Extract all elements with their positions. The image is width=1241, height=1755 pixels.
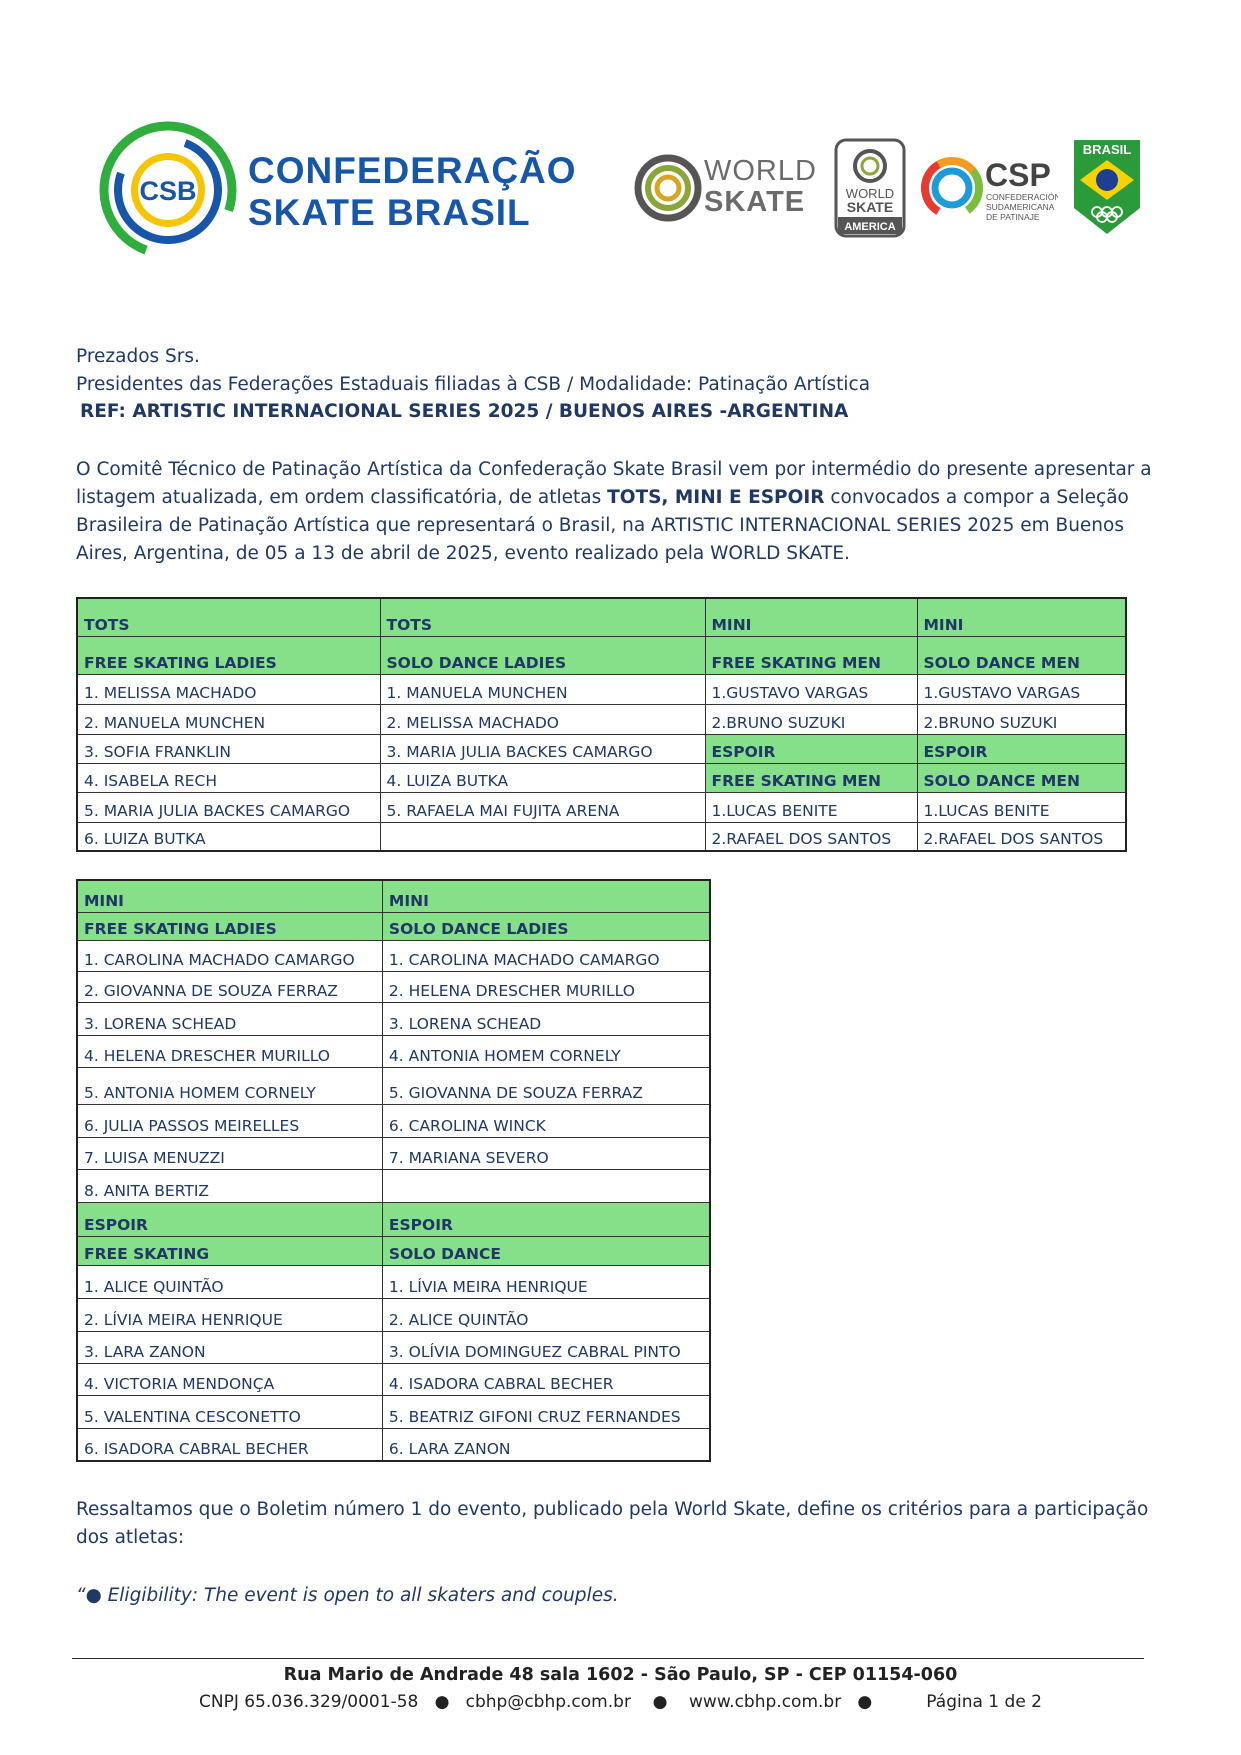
intro-bold: TOTS, MINI E ESPOIR <box>607 487 825 508</box>
table-cell: 2. ALICE QUINTÃO <box>382 1298 710 1331</box>
cell-header-discipline: SOLO DANCE <box>382 1236 710 1265</box>
csb-line2: SKATE BRASIL <box>248 192 531 233</box>
footer-cnpj: CNPJ 65.036.329/0001-58 <box>198 1692 419 1712</box>
table-cell: 2. MANUELA MUNCHEN <box>77 704 380 734</box>
cell-header-category: MINI <box>77 880 382 912</box>
cell-header-discipline: SOLO DANCE MEN <box>917 636 1126 674</box>
world-skate-swirl-icon <box>632 150 702 230</box>
table-cell: 7. LUISA MENUZZI <box>77 1137 382 1169</box>
table-cell: 3. LARA ZANON <box>77 1331 382 1363</box>
table-cell: 4. LUIZA BUTKA <box>380 763 705 792</box>
world-skate-wordmark <box>704 156 817 218</box>
table-cell: 2. MELISSA MACHADO <box>380 704 705 734</box>
table-cell: 5. RAFAELA MAI FUJITA ARENA <box>380 792 705 822</box>
table-cell: 4. VICTORIA MENDONÇA <box>77 1363 382 1395</box>
table-cell: 2. LÍVIA MEIRA HENRIQUE <box>77 1298 382 1331</box>
footer-page-number: Página 1 de 2 <box>926 1692 1043 1712</box>
csp-acronym: CSP <box>985 157 1051 193</box>
table-cell <box>380 822 705 851</box>
cell-header-discipline: FREE SKATING LADIES <box>77 636 380 674</box>
table-cell: 4. ANTONIA HOMEM CORNELY <box>382 1035 710 1067</box>
table-cell: 1.LUCAS BENITE <box>917 792 1126 822</box>
table-cell: 6. ISADORA CABRAL BECHER <box>77 1428 382 1461</box>
greeting-line2: Presidentes das Federações Estaduais filiadas à CSB / Modalidade: Patinação Artística <box>76 374 871 395</box>
world-skate-america-icon <box>834 138 906 238</box>
table-tots-mini-espoir-men <box>76 597 1127 852</box>
table-cell: 5. MARIA JULIA BACKES CAMARGO <box>77 792 380 822</box>
table-cell: 3. SOFIA FRANKLIN <box>77 734 380 763</box>
eligibility-quote: “● Eligibility: The event is open to all skaters and couples. <box>76 1585 619 1606</box>
csp-logo <box>918 146 1058 232</box>
greeting-line1: Prezados Srs. <box>76 346 200 367</box>
footer-divider <box>72 1658 1144 1659</box>
table-cell: 2. HELENA DRESCHER MURILLO <box>382 971 710 1002</box>
table-cell: 3. OLÍVIA DOMINGUEZ CABRAL PINTO <box>382 1331 710 1363</box>
cell-header-category: ESPOIR <box>917 734 1126 763</box>
brasil-label: BRASIL <box>1082 142 1132 157</box>
cell-header-discipline: FREE SKATING LADIES <box>77 912 382 940</box>
cell-header-category: TOTS <box>380 598 705 636</box>
csb-logo <box>96 118 577 263</box>
table-mini-espoir-ladies <box>76 879 711 1462</box>
table-cell: 1. ALICE QUINTÃO <box>77 1265 382 1298</box>
world-skate-logo <box>632 150 822 230</box>
csb-wordmark <box>248 150 577 234</box>
csp-line1: CONFEDERACIÓN <box>986 192 1058 202</box>
table-cell: 1. CAROLINA MACHADO CAMARGO <box>382 940 710 971</box>
bullet-icon: ● <box>434 1692 450 1712</box>
wsa-line1: WORLD <box>845 186 895 201</box>
intro-part1: O Comitê Técnico de Patinação Artística da Confederação Skate Brasil vem por intermédio do presente apresentar a listagem atualizada, em ordem classificatória, de atletas <box>76 459 1152 508</box>
csp-line2: SUDAMERICANA <box>986 202 1055 212</box>
footer-address: Rua Mario de Andrade 48 sala 1602 - São Paulo, SP - CEP 01154-060 <box>283 1665 958 1685</box>
csp-line3: DE PATINAJE <box>986 212 1040 222</box>
bullet-icon: ● <box>652 1692 668 1712</box>
world-skate-america-logo <box>834 138 906 238</box>
cell-header-discipline: FREE SKATING MEN <box>705 763 917 792</box>
cell-header-category: ESPOIR <box>77 1202 382 1236</box>
csp-icon <box>918 146 1058 232</box>
table-cell: 6. CAROLINA WINCK <box>382 1104 710 1137</box>
brasil-shield-icon <box>1072 138 1142 236</box>
wsa-line3: AMERICA <box>844 221 896 233</box>
table-cell: 5. GIOVANNA DE SOUZA FERRAZ <box>382 1067 710 1104</box>
csb-emblem-icon <box>96 118 246 263</box>
ws-line2: SKATE <box>704 186 806 218</box>
table-cell: 2.RAFAEL DOS SANTOS <box>705 822 917 851</box>
footer-email[interactable]: cbhp@cbhp.com.br <box>465 1692 631 1712</box>
table-cell: 3. LORENA SCHEAD <box>77 1002 382 1035</box>
cell-header-discipline: SOLO DANCE LADIES <box>380 636 705 674</box>
table-cell: 1.GUSTAVO VARGAS <box>917 674 1126 704</box>
table-cell: 4. ISABELA RECH <box>77 763 380 792</box>
greeting <box>76 343 870 399</box>
table-cell: 2.BRUNO SUZUKI <box>917 704 1126 734</box>
table-cell: 5. VALENTINA CESCONETTO <box>77 1395 382 1428</box>
table-cell: 2. GIOVANNA DE SOUZA FERRAZ <box>77 971 382 1002</box>
table-cell: 6. LARA ZANON <box>382 1428 710 1461</box>
reference-line: REF: ARTISTIC INTERNACIONAL SERIES 2025 / BUENOS AIRES -ARGENTINA <box>80 401 849 422</box>
table-cell: 1. CAROLINA MACHADO CAMARGO <box>77 940 382 971</box>
table-cell: 1. MANUELA MUNCHEN <box>380 674 705 704</box>
footer-contact <box>0 1689 1241 1715</box>
cell-header-discipline: FREE SKATING MEN <box>705 636 917 674</box>
table-cell: 1. LÍVIA MEIRA HENRIQUE <box>382 1265 710 1298</box>
intro-paragraph <box>76 456 1176 568</box>
cell-header-discipline: SOLO DANCE LADIES <box>382 912 710 940</box>
cell-header-discipline: FREE SKATING <box>77 1236 382 1265</box>
table-cell <box>382 1169 710 1202</box>
cell-header-category: MINI <box>705 598 917 636</box>
table-cell: 1. MELISSA MACHADO <box>77 674 380 704</box>
cell-header-category: ESPOIR <box>705 734 917 763</box>
table-cell: 4. HELENA DRESCHER MURILLO <box>77 1035 382 1067</box>
table-cell: 2.RAFAEL DOS SANTOS <box>917 822 1126 851</box>
footer-website[interactable]: www.cbhp.com.br <box>689 1692 842 1712</box>
table-cell: 2.BRUNO SUZUKI <box>705 704 917 734</box>
table-cell: 8. ANITA BERTIZ <box>77 1169 382 1202</box>
table-cell: 3. LORENA SCHEAD <box>382 1002 710 1035</box>
wsa-line2: SKATE <box>846 199 894 215</box>
table-cell: 4. ISADORA CABRAL BECHER <box>382 1363 710 1395</box>
cell-header-category: MINI <box>917 598 1126 636</box>
table-cell: 3. MARIA JULIA BACKES CAMARGO <box>380 734 705 763</box>
bullet-icon: ● <box>857 1692 873 1712</box>
table-cell: 6. LUIZA BUTKA <box>77 822 380 851</box>
cell-header-category: TOTS <box>77 598 380 636</box>
table-cell: 1.GUSTAVO VARGAS <box>705 674 917 704</box>
table-cell: 5. BEATRIZ GIFONI CRUZ FERNANDES <box>382 1395 710 1428</box>
cell-header-discipline: SOLO DANCE MEN <box>917 763 1126 792</box>
table-cell: 1.LUCAS BENITE <box>705 792 917 822</box>
csb-line1: CONFEDERAÇÃO <box>248 150 577 191</box>
intro-part2: convocados a compor a Seleção Brasileira de Patinação Artística que representará o Brasil, na ARTISTIC INTERNACIONAL SERIES 2025 em Buenos Aires, Argentina, de 05 a 13 de abril de 2025, evento realizado pela WORLD SKATE. <box>76 487 1129 564</box>
cell-header-category: MINI <box>382 880 710 912</box>
brasil-olympic-logo <box>1072 138 1142 236</box>
cell-header-category: ESPOIR <box>382 1202 710 1236</box>
criteria-paragraph: Ressaltamos que o Boletim número 1 do evento, publicado pela World Skate, define os critérios para a participação dos atletas: <box>76 1499 1149 1548</box>
table-cell: 7. MARIANA SEVERO <box>382 1137 710 1169</box>
table-cell: 6. JULIA PASSOS MEIRELLES <box>77 1104 382 1137</box>
csb-badge-text: CSB <box>139 176 197 206</box>
ws-line1: WORLD <box>704 155 817 187</box>
table-cell: 5. ANTONIA HOMEM CORNELY <box>77 1067 382 1104</box>
